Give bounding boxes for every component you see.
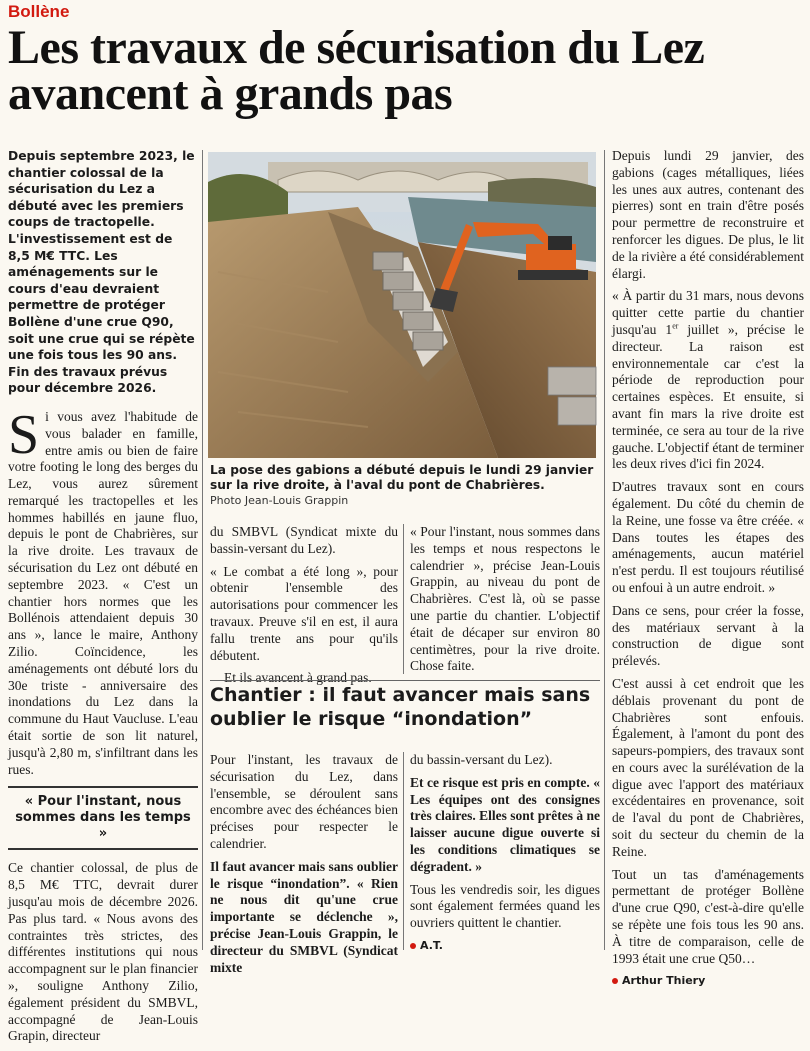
body-paragraph: Tous les vendredis soir, les digues sont également fermées quand les ouvriers quittent le chantier. [410,881,600,931]
column-left [8,148,198,1051]
body-paragraph: Ce chantier colossal, de plus de 8,5 M€ TTC, devrait durer jusqu'au mois de décembre 2026. Pas plus tard. « Nous avons des contraintes très strictes, des différentes institutions qui nous accompagnent sur le plan financier », souligne Anthony Zilio, également président du SMBVL, accompagné de Jean-Louis Grapin, directeur [8,860,198,1044]
body-paragraph: « Pour l'instant, nous sommes dans les temps et nous respectons le calendrier », précise Jean-Louis Grappin, au niveau du pont de Chabrières. C'est là, où se passe une partie du chantier. L'objectif était de décaper sur environ 80 centimètres, pour la rive droite. Chose faite. [410,524,600,674]
column-right [612,148,804,996]
body-paragraph: du bassin-versant du Lez). [410,752,553,767]
bullet-icon [612,978,618,984]
column-rule [403,524,404,674]
body-paragraph: Depuis lundi 29 janvier, des gabions (cages métalliques, liées les unes aux autres, contenant des pierres) sont en train d'être posés pour permettre de reconstruire et renforcer les digues. De plus, le lit de la rivière a été considérablement élargi. [612,148,804,281]
signature: Arthur Thiery [612,973,804,990]
body-paragraph: « À partir du 31 mars, nous devons quitter cette partie du chantier jusqu'au 1er juillet », précise le directeur. La raison est environnementale car c'est la période de reproduction pour certaines espèces. Et ensuite, si avant fin mars la rive droite est terminée, ce sera au tour de la rive gauche. L'objectif étant de terminer les deux rives d'ici fin 2024. [612,288,804,472]
body-paragraph: Si vous avez l'habitude de vous balader en famille, entre amis ou bien de faire votre footing le long des berges du Lez, vous aurez sûrement remarqué les tractopelles et les hommes habillés en jaune fluo, depuis le pont de Chabrières, sur la rive droite. Les travaux de sécurisation du Lez ont débuté en septembre 2023. « C'est un chantier hors normes que les Bollénois attendaient depuis 30 ans », lance le maire, Anthony Zilio. Coïncidence, les aménagements ont débuté lors du 30e triste - anniversaire des inondations du Lez dans la commune du Haut Vaucluse. L'eau était sortie de son lit naturel, jusqu'à 2,80 m, s'infiltrant dans les rues. [8,403,198,777]
photo [208,152,596,458]
subhead: Chantier : il faut avancer mais sans oublier le risque “inondation” [210,680,600,731]
construction-photo [208,152,596,458]
body-paragraph: Dans ce sens, pour créer la fosse, des matériaux servant à la construction de digue sont prélevés. [612,602,804,669]
chapo: Depuis septembre 2023, le chantier colossal de la sécurisation du Lez a débuté avec les premiers coups de tractopelle. L'investissement est de 8,5 M€ TTC. Les aménagements sur le cours d'eau devraient permettre de protéger Bollène d'une crue Q90, soit une crue qui se répète une fois tous les 90 ans. Fin des travaux prévus pour décembre 2026. [8,149,195,396]
column-middle-c [210,752,398,982]
column-rule [403,752,404,950]
body-paragraph: Et ce risque est pris en compte. « Les équipes ont des consignes très claires. Elles sont prêtes à ne laisser aucune digue ouverte si les conditions climatiques se dégradent. » [410,774,600,874]
body-paragraph: Il faut avancer mais sans oublier le risque “inondation”. « Rien ne nous dit qu'une crue importante se déclenche », précise Jean-Louis Grappin, le directeur du SMBVL (Syndicat mixte [210,858,398,975]
caption-text: La pose des gabions a débuté depuis le lundi 29 janvier sur la rive droite, à l'aval du pont de Chabrières. [210,463,594,492]
headline: Les travaux de sécurisation du Lez avancent à grands pas [8,21,705,120]
pull-quote: « Pour l'instant, nous sommes dans les temps » [8,786,198,850]
body-paragraph: Tout un tas d'aménagements permettant de protéger Bollène d'une crue Q90, c'est-à-dire qu'elle se répète une fois tous les 90 ans. À titre de comparaison, celle de 1993 était une crue Q50… [612,866,804,966]
photo-credit: Photo Jean-Louis Grappin [210,494,349,507]
column-rule [202,150,203,950]
column-rule [604,150,605,950]
bullet-icon [410,943,416,949]
photo-caption [210,463,598,508]
signature: A.T. [410,938,600,955]
dropcap: S [8,403,40,466]
column-middle-d [410,752,600,961]
body-paragraph: Pour l'instant, les travaux de sécurisation du Lez, dans l'ensemble, se déroulent sans encombre avec des échéances bien précises pour respecter le calendrier. [210,752,398,851]
body-paragraph: Et ils avancent à grand pas. [224,670,372,686]
body-paragraph: « Le combat a été long », pour obtenir l'ensemble des autorisations pour commencer les travaux. Preuve s'il en est, il aura fallu trente ans pour qu'ils débutent. [210,563,398,663]
column-middle-b [410,524,600,681]
body-paragraph: du SMBVL (Syndicat mixte du bassin-versant du Lez). [210,524,398,556]
section-kicker: Bollène [8,2,70,21]
body-paragraph: D'autres travaux sont en cours également. Du côté du chemin de la Reine, une fosse va être créée. « Dans toutes les étapes des aménagements, aucun matériel n'est perdu. Il est toujours réutilisé ou enfoui à un autre endroit. » [612,479,804,595]
body-paragraph: C'est aussi à cet endroit que les déblais provenant du pont de Chabrières sont enfouis. Également, à l'amont du pont des sapeurs-pompiers, des travaux sont en cours avec la surélévation de la digue avec l'apport des matériaux excédentaires en provenance, soit de l'aval du pont de Chabrières, soit du secteur du chemin de la Reine. [612,675,804,859]
column-middle-a [210,524,398,693]
